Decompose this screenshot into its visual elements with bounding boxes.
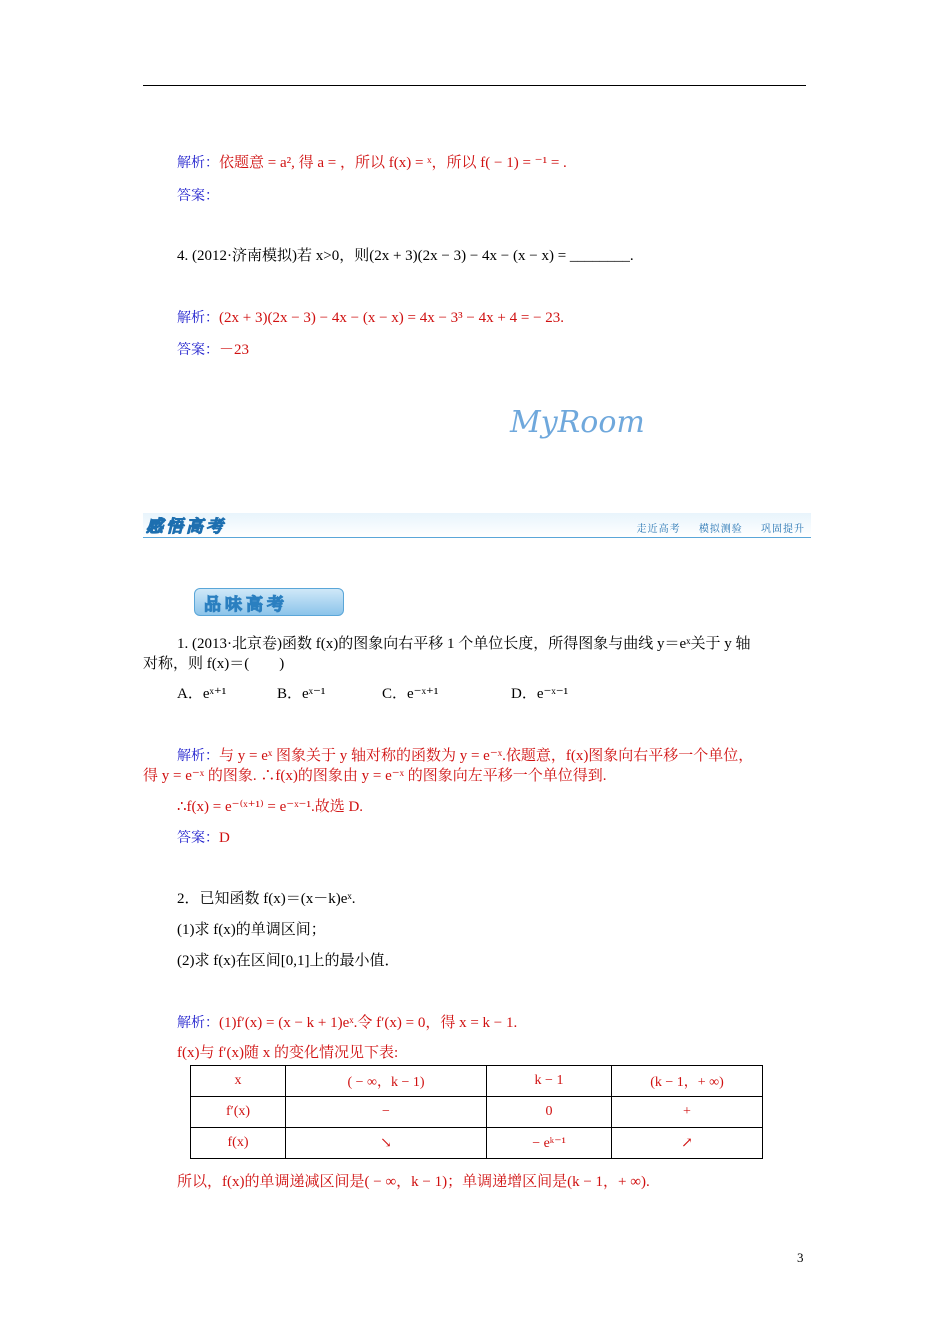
p1-option-a: A．eˣ⁺¹ bbox=[177, 686, 227, 702]
jiexi-label: 解析： bbox=[177, 155, 219, 171]
table-cell: − bbox=[286, 1097, 487, 1128]
p1-question-line1: 1. (2013·北京卷)函数 f(x)的图象向右平移 1 个单位长度，所得图象与曲线 y＝eˣ关于 y 轴 bbox=[177, 636, 751, 652]
p2-question-line3: (2)求 f(x)在区间[0,1]上的最小值． bbox=[177, 953, 400, 969]
table-row bbox=[191, 1066, 763, 1097]
p1-jiexi-line2: 得 y = e⁻ˣ 的图象. ∴f(x)的图象由 y = e⁻ˣ 的图象向左平移一个单位得到. bbox=[143, 768, 607, 784]
p1-question-line2: 对称，则 f(x)＝( ) bbox=[143, 656, 285, 672]
p2-conclusion: 所以，f(x)的单调递减区间是( − ∞，k − 1)；单调递增区间是(k − 1，+ ∞). bbox=[177, 1174, 650, 1190]
banner-link-1[interactable]: 走近高考 bbox=[636, 524, 681, 535]
table-cell: + bbox=[612, 1097, 763, 1128]
header-rule bbox=[143, 85, 806, 86]
q4-answer bbox=[177, 340, 249, 360]
p1-option-c: C．e⁻ˣ⁺¹ bbox=[382, 686, 439, 702]
badge-title: 品味高考 bbox=[204, 595, 288, 615]
top-answer-label: 答案： bbox=[177, 188, 219, 204]
jiexi-text: (2x + 3)(2x − 3) − 4x − (x − x) = 4x − 3³ − 4x + 4 = − 23. bbox=[219, 310, 565, 326]
myroom-logo: MyRoom bbox=[510, 405, 645, 440]
jiexi-label: 解析： bbox=[177, 748, 219, 764]
jiexi-text: 依题意 = a², 得 a = ，所以 f(x) = ˣ，所以 f( − 1) = ⁻¹ = . bbox=[219, 155, 567, 171]
p1-option-d: D．e⁻ˣ⁻¹ bbox=[511, 686, 569, 702]
section-badge bbox=[180, 582, 356, 620]
table-cell: − eᵏ⁻¹ bbox=[487, 1128, 612, 1159]
banner-links bbox=[623, 520, 805, 535]
table-cell: f(x) bbox=[191, 1128, 286, 1159]
table-cell: x bbox=[191, 1066, 286, 1097]
top-jiexi bbox=[177, 153, 567, 173]
q4-question: 4. (2012·济南模拟)若 x>0，则(2x + 3)(2x − 3) − 4x − (x − x) = ________. bbox=[177, 248, 634, 264]
variation-table bbox=[190, 1065, 763, 1159]
table-cell: k − 1 bbox=[487, 1066, 612, 1097]
jiexi-label: 解析： bbox=[177, 310, 219, 326]
jiexi-text: (1)f′(x) = (x − k + 1)eˣ.令 f′(x) = 0，得 x = k − 1. bbox=[219, 1015, 518, 1031]
answer-value: －23 bbox=[219, 342, 250, 358]
banner-link-3[interactable]: 巩固提升 bbox=[761, 524, 805, 535]
p1-jiexi-line1 bbox=[177, 746, 753, 766]
q4-jiexi bbox=[177, 308, 564, 328]
banner-link-2[interactable]: 模拟测验 bbox=[698, 524, 743, 535]
table-cell: ( − ∞，k − 1) bbox=[286, 1066, 487, 1097]
table-cell: (k − 1，+ ∞) bbox=[612, 1066, 763, 1097]
jiexi-label: 解析： bbox=[177, 1015, 219, 1031]
answer-label: 答案： bbox=[177, 830, 219, 846]
table-cell: f′(x) bbox=[191, 1097, 286, 1128]
p2-question-line2: (1)求 f(x)的单调区间； bbox=[177, 922, 326, 938]
table-row bbox=[191, 1128, 763, 1159]
page-number: 3 bbox=[797, 1250, 804, 1265]
p1-jiexi-line3: ∴f(x) = e⁻⁽ˣ⁺¹⁾ = e⁻ˣ⁻¹.故选 D. bbox=[177, 799, 364, 815]
table-cell: ↘ bbox=[286, 1128, 487, 1159]
banner-title: 感悟高考 bbox=[146, 517, 226, 537]
table-cell: ↗ bbox=[612, 1128, 763, 1159]
p2-jiexi-line2: f(x)与 f′(x)随 x 的变化情况见下表: bbox=[177, 1045, 399, 1061]
table-cell: 0 bbox=[487, 1097, 612, 1128]
jiexi-text: 与 y = eˣ 图象关于 y 轴对称的函数为 y = e⁻ˣ.依题意，f(x)图象向右平移一个单位， bbox=[219, 748, 754, 764]
table-row bbox=[191, 1097, 763, 1128]
p2-question-line1: 2．已知函数 f(x)＝(x－k)eˣ. bbox=[177, 891, 356, 907]
p1-answer bbox=[177, 828, 230, 848]
answer-value: D bbox=[219, 830, 230, 846]
answer-label: 答案： bbox=[177, 342, 219, 358]
p1-option-b: B．eˣ⁻¹ bbox=[277, 686, 326, 702]
p2-jiexi-line1 bbox=[177, 1013, 517, 1033]
section-banner bbox=[143, 509, 811, 539]
